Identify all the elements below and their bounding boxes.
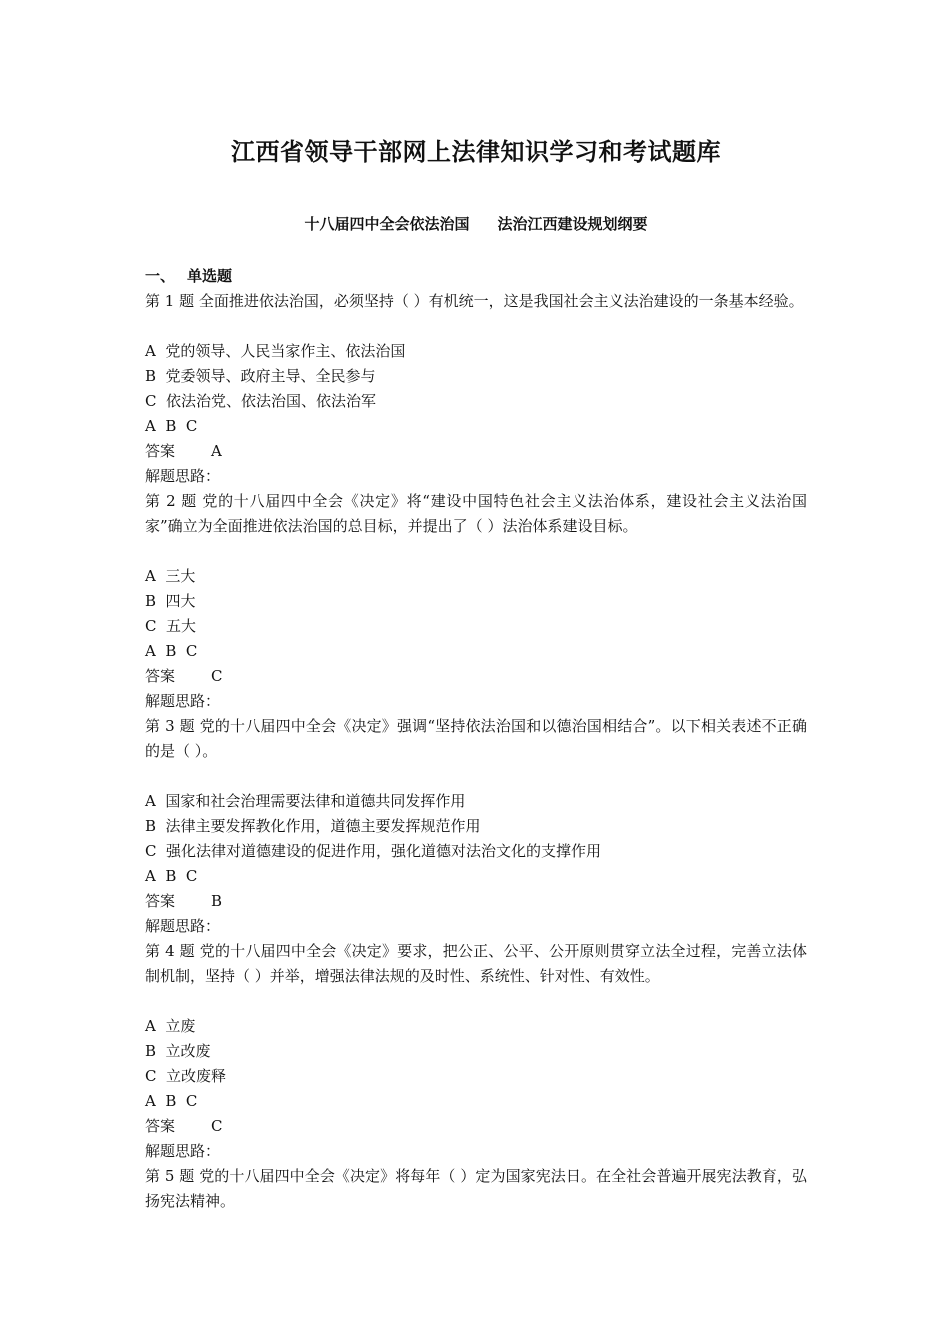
question-4 bbox=[145, 939, 807, 1164]
option-a: A 国家和社会治理需要法律和道德共同发挥作用 bbox=[145, 792, 466, 810]
question-1 bbox=[145, 289, 807, 489]
option-c: C 五大 bbox=[145, 617, 197, 635]
analysis-label: 解题思路： bbox=[145, 917, 221, 935]
option-c: C 立改废释 bbox=[145, 1067, 227, 1085]
answer-line bbox=[145, 439, 807, 464]
section-name: 单选题 bbox=[187, 267, 233, 285]
option-b: B 四大 bbox=[145, 592, 196, 610]
analysis-label: 解题思路： bbox=[145, 1142, 221, 1160]
answer-line bbox=[145, 1114, 807, 1139]
answer-label: 答案 bbox=[145, 667, 176, 685]
choice-letters: A B C bbox=[145, 1092, 198, 1110]
document-page bbox=[145, 130, 807, 1214]
analysis-label: 解题思路： bbox=[145, 467, 221, 485]
answer-line bbox=[145, 889, 807, 914]
section-heading bbox=[145, 264, 807, 289]
document-title: 江西省领导干部网上法律知识学习和考试题库 bbox=[231, 138, 721, 166]
question-stem: 第 2 题 党的十八届四中全会《决定》将“建设中国特色社会主义法治体系，建设社会主义法治国家”确立为全面推进依法治国的总目标，并提出了（ ）法治体系建设目标。 bbox=[145, 492, 807, 535]
question-stem: 第 4 题 党的十八届四中全会《决定》要求，把公正、公平、公开原则贯穿立法全过程，完善立法体制机制，坚持（ ）并举，增强法律法规的及时性、系统性、针对性、有效性。 bbox=[145, 942, 807, 985]
choice-letters: A B C bbox=[145, 642, 198, 660]
option-c: C 依法治党、依法治国、依法治军 bbox=[145, 392, 377, 410]
question-stem: 第 3 题 党的十八届四中全会《决定》强调“坚持依法治国和以德治国相结合”。以下相关表述不正确的是（ ）。 bbox=[145, 717, 807, 760]
answer-line bbox=[145, 664, 807, 689]
subtitle-left: 十八届四中全会依法治国 bbox=[304, 215, 470, 233]
question-2 bbox=[145, 489, 807, 714]
option-c: C 强化法律对道德建设的促进作用，强化道德对法治文化的支撑作用 bbox=[145, 842, 602, 860]
option-a: A 立废 bbox=[145, 1017, 196, 1035]
option-b: B 立改废 bbox=[145, 1042, 211, 1060]
question-stem: 第 1 题 全面推进依法治国，必须坚持（ ）有机统一，这是我国社会主义法治建设的一条基本经验。 bbox=[145, 292, 804, 310]
option-a: A 三大 bbox=[145, 567, 196, 585]
answer-value: C bbox=[211, 1117, 223, 1135]
answer-label: 答案 bbox=[145, 892, 176, 910]
answer-value: A bbox=[211, 442, 222, 460]
question-5 bbox=[145, 1164, 807, 1214]
document-subtitle bbox=[145, 212, 807, 236]
analysis-label: 解题思路： bbox=[145, 692, 221, 710]
subtitle-right: 法治江西建设规划纲要 bbox=[497, 215, 648, 233]
answer-value: C bbox=[211, 667, 223, 685]
option-b: B 法律主要发挥教化作用，道德主要发挥规范作用 bbox=[145, 817, 481, 835]
option-a: A 党的领导、人民当家作主、依法治国 bbox=[145, 342, 406, 360]
option-b: B 党委领导、政府主导、全民参与 bbox=[145, 367, 376, 385]
answer-value: B bbox=[211, 892, 223, 910]
question-stem: 第 5 题 党的十八届四中全会《决定》将每年（ ）定为国家宪法日。在全社会普遍开展宪法教育，弘扬宪法精神。 bbox=[145, 1167, 807, 1210]
answer-label: 答案 bbox=[145, 442, 176, 460]
question-3 bbox=[145, 714, 807, 939]
choice-letters: A B C bbox=[145, 417, 198, 435]
choice-letters: A B C bbox=[145, 867, 198, 885]
answer-label: 答案 bbox=[145, 1117, 176, 1135]
section-number: 一、 bbox=[145, 267, 176, 285]
